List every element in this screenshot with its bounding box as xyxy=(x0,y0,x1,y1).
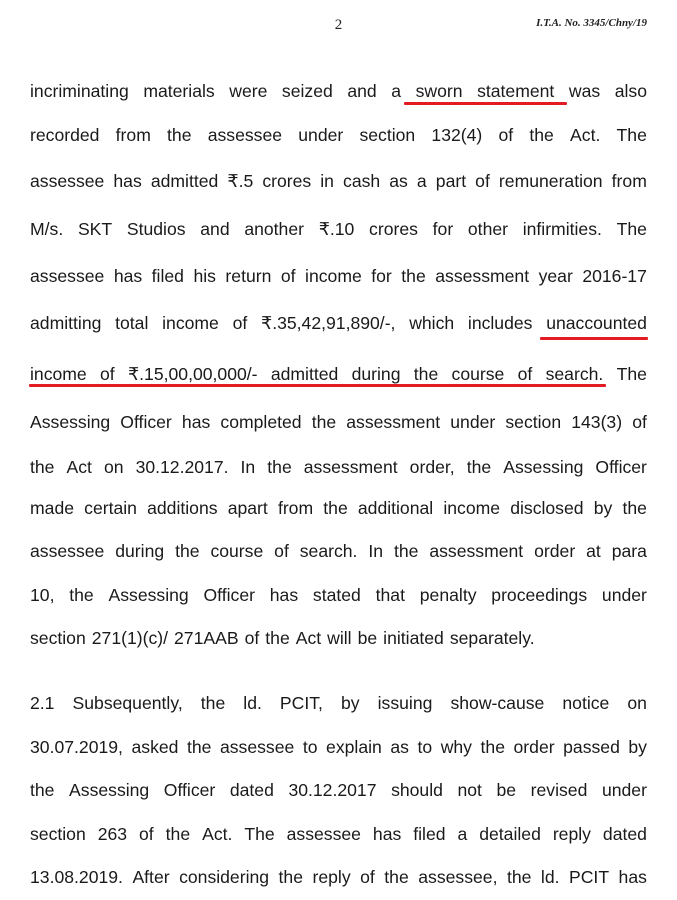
word: completed xyxy=(220,412,302,432)
word: that xyxy=(375,585,405,605)
word: ₹.10 xyxy=(318,219,355,239)
word: revised xyxy=(530,780,588,800)
word: the xyxy=(529,125,554,145)
word: has xyxy=(372,824,402,844)
word: made xyxy=(30,498,75,518)
word: Officer xyxy=(203,585,255,605)
text-line xyxy=(30,692,647,714)
word: be xyxy=(357,628,378,648)
word: assessee xyxy=(219,737,295,757)
word: of xyxy=(632,412,647,432)
word: income xyxy=(305,266,362,286)
case-reference: I.T.A. No. 3345/Chny/19 xyxy=(536,17,647,29)
word: apart xyxy=(227,498,268,518)
word: ld. xyxy=(243,693,262,713)
text-line xyxy=(30,540,647,562)
word: the xyxy=(466,457,492,477)
word: considering xyxy=(179,867,270,887)
word: year xyxy=(538,266,573,286)
word: assessee xyxy=(30,171,105,191)
word: were xyxy=(229,81,268,101)
word: order xyxy=(513,737,555,757)
word: proceedings xyxy=(491,585,588,605)
text-line xyxy=(30,627,647,649)
word: has xyxy=(113,171,142,191)
word: for xyxy=(371,266,392,286)
text-line xyxy=(30,312,647,334)
word: 2016-17 xyxy=(582,266,647,286)
word: recorded xyxy=(30,125,100,145)
word: asked xyxy=(131,737,179,757)
word: dated xyxy=(602,824,647,844)
word: Studios xyxy=(126,219,186,239)
word: from xyxy=(611,171,647,191)
word: in xyxy=(320,171,334,191)
word: In xyxy=(240,457,256,477)
word: M/s. xyxy=(30,219,64,239)
word: materials xyxy=(143,81,215,101)
word: section xyxy=(359,125,416,145)
text-line xyxy=(30,823,647,845)
word: certain xyxy=(84,498,137,518)
word: under xyxy=(601,585,647,605)
word: separately. xyxy=(449,628,535,648)
word: and xyxy=(200,219,230,239)
text-line xyxy=(30,779,647,801)
word: on xyxy=(627,693,647,713)
word: why xyxy=(440,737,472,757)
word: of xyxy=(360,867,375,887)
word: also xyxy=(614,81,647,101)
word: additional xyxy=(357,498,434,518)
word: Officer xyxy=(595,457,647,477)
text-line xyxy=(30,736,647,758)
word: Assessing xyxy=(69,780,150,800)
word: income xyxy=(443,498,501,518)
word: the xyxy=(323,498,348,518)
word: Officer xyxy=(163,780,216,800)
word: additions xyxy=(147,498,218,518)
word: crores xyxy=(262,171,312,191)
word: ₹.15,00,00,000/- xyxy=(127,364,258,384)
text-line xyxy=(30,363,647,385)
word: the xyxy=(175,541,200,561)
word: statement xyxy=(477,81,555,101)
word: the xyxy=(30,780,55,800)
word: course xyxy=(451,364,505,384)
word: Officer xyxy=(120,412,172,432)
word: return xyxy=(225,266,272,286)
word: assessment xyxy=(435,266,530,286)
word: section xyxy=(505,412,562,432)
word: remuneration xyxy=(498,171,603,191)
word: the xyxy=(165,824,191,844)
word: The xyxy=(244,824,275,844)
text-line xyxy=(30,866,647,888)
word: penalty xyxy=(419,585,477,605)
word: income xyxy=(30,364,87,384)
word: for xyxy=(432,219,454,239)
word: the xyxy=(69,585,94,605)
word: the xyxy=(413,364,439,384)
unaccounted-underline xyxy=(540,337,648,340)
word: assessee xyxy=(286,824,361,844)
word: as xyxy=(390,737,409,757)
word: the xyxy=(265,628,290,648)
word: be xyxy=(496,780,517,800)
word: assessee xyxy=(30,541,105,561)
word: reply xyxy=(552,824,591,844)
word: PCIT xyxy=(568,867,610,887)
word: the xyxy=(167,125,192,145)
word: to xyxy=(302,737,318,757)
word: should xyxy=(391,780,443,800)
word: by xyxy=(628,737,647,757)
word: by xyxy=(593,498,613,518)
word: admitted xyxy=(150,171,219,191)
word: crores xyxy=(369,219,418,239)
word: In xyxy=(368,541,384,561)
word: the xyxy=(186,737,212,757)
word: a xyxy=(416,171,427,191)
word: course xyxy=(210,541,264,561)
word: 30.07.2019, xyxy=(30,737,123,757)
word: part xyxy=(435,171,467,191)
word: by xyxy=(340,693,360,713)
word: has xyxy=(269,585,299,605)
word: of xyxy=(280,266,296,286)
word: of xyxy=(475,171,490,191)
word: 143(3) xyxy=(571,412,623,432)
text-line xyxy=(30,584,647,606)
word: assessee xyxy=(30,266,105,286)
word: admitted xyxy=(270,364,339,384)
word: the xyxy=(200,693,226,713)
word: 2.1 xyxy=(30,693,55,713)
word: passed xyxy=(563,737,620,757)
word: the xyxy=(30,457,55,477)
word: during xyxy=(115,541,165,561)
word: a xyxy=(457,824,468,844)
word: of xyxy=(139,824,154,844)
sworn-statement-underline xyxy=(404,102,567,105)
word: of xyxy=(517,364,533,384)
word: of xyxy=(244,628,260,648)
word: Assessing xyxy=(108,585,189,605)
word: 271AAB xyxy=(174,628,239,648)
word: assessment xyxy=(429,541,524,561)
word: the xyxy=(401,266,426,286)
word: not xyxy=(457,780,482,800)
word: 132(4) xyxy=(431,125,483,145)
word: total xyxy=(115,313,149,333)
word: 271(1)(c)/ xyxy=(91,628,169,648)
word: initiated xyxy=(383,628,444,648)
word: The xyxy=(616,219,647,239)
word: other xyxy=(467,219,508,239)
word: cash xyxy=(343,171,381,191)
word: incriminating xyxy=(30,81,129,101)
word: notice xyxy=(562,693,610,713)
word: detailed xyxy=(479,824,541,844)
word: assessment xyxy=(346,412,441,432)
word: reply xyxy=(312,867,351,887)
word: of xyxy=(232,313,248,333)
word: order, xyxy=(409,457,455,477)
word: 10, xyxy=(30,585,55,605)
word: seized xyxy=(281,81,333,101)
word: under xyxy=(450,412,496,432)
word: unaccounted xyxy=(546,313,647,333)
word: has xyxy=(618,867,647,887)
word: order xyxy=(534,541,576,561)
word: ₹.35,42,91,890/-, xyxy=(261,313,396,333)
word: dated xyxy=(229,780,274,800)
text-line xyxy=(30,265,647,287)
word: on xyxy=(103,457,124,477)
word: stated xyxy=(312,585,361,605)
word: the xyxy=(311,412,337,432)
word: filed xyxy=(151,266,184,286)
word: filed xyxy=(413,824,446,844)
word: search. xyxy=(545,364,604,384)
word: as xyxy=(389,171,408,191)
word: to xyxy=(417,737,433,757)
word: of xyxy=(100,364,115,384)
word: and xyxy=(347,81,377,101)
word: Assessing xyxy=(503,457,584,477)
word: has xyxy=(181,412,211,432)
word: from xyxy=(115,125,151,145)
word: a xyxy=(391,81,402,101)
word: Act. xyxy=(202,824,233,844)
text-line xyxy=(30,80,647,102)
word: The xyxy=(616,364,647,384)
word: Subsequently, xyxy=(72,693,183,713)
word: ld. xyxy=(540,867,560,887)
word: assessee, xyxy=(418,867,498,887)
word: section xyxy=(30,824,86,844)
word: the xyxy=(384,867,409,887)
word: which xyxy=(409,313,455,333)
word: during xyxy=(351,364,401,384)
word: income xyxy=(162,313,219,333)
word: explain xyxy=(326,737,382,757)
word: his xyxy=(193,266,216,286)
word: 30.12.2017 xyxy=(288,780,377,800)
word: sworn xyxy=(415,81,463,101)
text-line xyxy=(30,218,647,240)
word: the xyxy=(622,498,647,518)
word: the xyxy=(393,541,419,561)
word: infirmities. xyxy=(522,219,602,239)
text-line xyxy=(30,124,647,146)
word: of xyxy=(274,541,289,561)
word: the xyxy=(267,457,292,477)
word: will xyxy=(327,628,352,648)
word: was xyxy=(568,81,601,101)
word: After xyxy=(132,867,170,887)
page-number: 2 xyxy=(334,17,343,33)
word: search. xyxy=(299,541,358,561)
word: Assessing xyxy=(30,412,111,432)
word: assessment xyxy=(303,457,398,477)
word: Act xyxy=(295,628,322,648)
word: includes xyxy=(467,313,533,333)
word: SKT xyxy=(77,219,113,239)
word: PCIT, xyxy=(279,693,323,713)
word: the xyxy=(278,867,304,887)
word: disclosed xyxy=(510,498,584,518)
word: ₹.5 xyxy=(227,171,254,191)
word: from xyxy=(277,498,314,518)
word: assessee xyxy=(207,125,283,145)
word: under xyxy=(601,780,647,800)
word: 30.12.2017. xyxy=(135,457,229,477)
word: the xyxy=(480,737,505,757)
text-line xyxy=(30,456,647,478)
word: Act. xyxy=(570,125,601,145)
word: 13.08.2019. xyxy=(30,867,123,887)
word: 263 xyxy=(97,824,128,844)
word: para xyxy=(611,541,647,561)
text-line xyxy=(30,411,647,433)
word: at xyxy=(586,541,601,561)
text-line xyxy=(30,497,647,519)
text-line xyxy=(30,170,647,192)
word: has xyxy=(113,266,143,286)
word: under xyxy=(298,125,344,145)
word: Act xyxy=(66,457,92,477)
word: the xyxy=(506,867,532,887)
word: of xyxy=(498,125,514,145)
word: section xyxy=(30,628,86,648)
word: show-cause xyxy=(450,693,545,713)
unaccounted-income-underline xyxy=(29,384,606,387)
word: The xyxy=(616,125,647,145)
word: issuing xyxy=(377,693,433,713)
word: admitting xyxy=(30,313,102,333)
word: another xyxy=(244,219,304,239)
